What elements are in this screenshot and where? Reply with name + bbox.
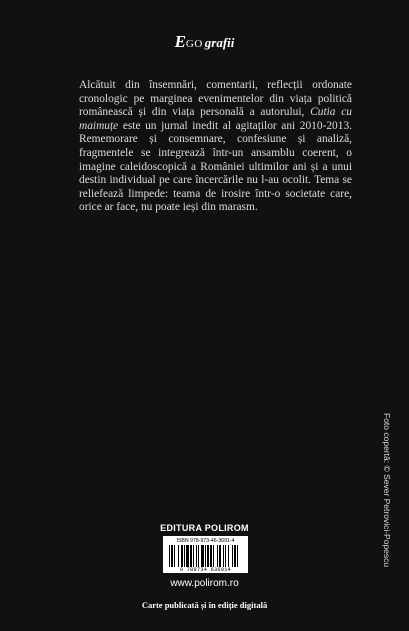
barcode-bar [174,545,175,567]
barcode-bar [225,545,226,567]
blurb-part-2: este un jurnal inedit al agitaților ani 2010-2013. Rememorare și consemnare, confesiune și analiză, fragmentele se integrează într-un ansamblu coerent, o imagine caleidoscopică a României ultimilor ani și a unui destin individual pe care încercările nu l-au ocolit. Tema se reliefează limpede: teama de irosire într-o societate care, orice ar face, nu poate ieși din marasm. [79,119,352,214]
barcode-bar [186,545,189,567]
blurb-part-1: Alcătuit din însemnări, comentarii, reflecții ordonate cronologic pe marginea evenimentelor din viața politică românească și din viața personală a autorului, [79,79,352,119]
barcode-bar [223,545,224,567]
barcode-bar [219,545,221,567]
barcode-bar [234,545,236,567]
logo-e: E [174,32,186,51]
barcode-bar [184,545,185,567]
logo-go: GO [185,38,203,50]
isbn-label: ISBN 978-973-46-3691-4 [176,538,235,544]
barcode-bar [193,545,194,567]
barcode-bars [168,545,244,567]
publisher-name: EDITURA POLIROM [160,523,249,533]
isbn-barcode [163,536,248,573]
barcode-bar [190,545,192,567]
barcode-bar [169,545,170,567]
barcode-bar [201,545,204,567]
barcode-digits: 9 789734 636914 [179,567,232,573]
barcode-bar [205,545,206,567]
barcode-bar [210,545,212,567]
barcode-bar [213,545,214,567]
barcode-bar [217,545,218,567]
barcode-bar [171,545,173,567]
back-cover-blurb [79,79,352,215]
barcode-bar [196,545,197,567]
barcode-bar [181,545,183,567]
publisher-website[interactable]: www.polirom.ro [170,578,239,589]
digital-edition-note: Carte publicată și în ediție digitală [141,600,268,610]
barcode-bar [237,545,238,567]
barcode-bar [228,545,229,567]
barcode-bar [178,545,179,567]
photo-credit: Foto copertă: © Sever Petrovici-Popescu [382,413,392,568]
logo-grafii: grafii [204,35,235,50]
barcode-bar [232,545,233,567]
book-title: Cutia cu maimuțe [79,106,353,132]
barcode-bar [207,545,209,567]
barcode-bar [198,545,199,567]
egografii-logo [0,32,409,52]
